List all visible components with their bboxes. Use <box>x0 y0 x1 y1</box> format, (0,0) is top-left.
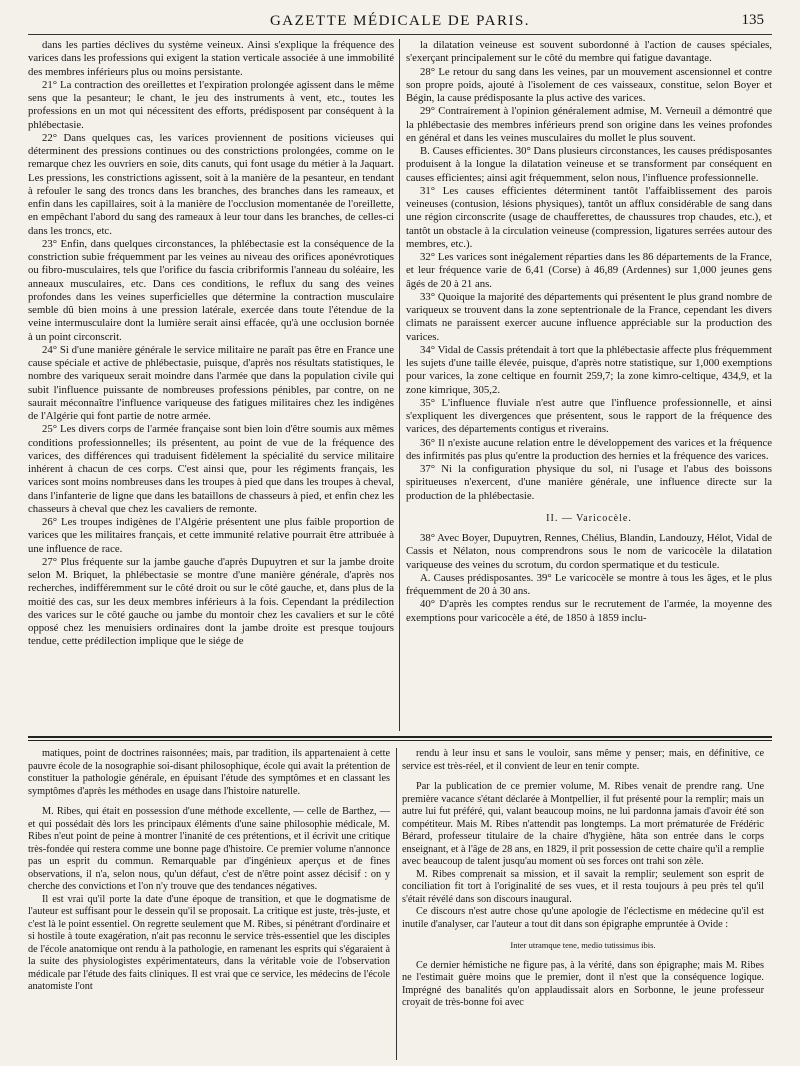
paragraph: rendu à leur insu et sans le vouloir, sans même y penser; mais, en définitive, ce service est très-réel, et il convient de leur en tenir compte. <box>402 748 764 772</box>
top-right-column <box>406 39 772 625</box>
bottom-left-column <box>28 748 390 994</box>
header-rule <box>28 34 772 35</box>
paragraph: Ce dernier hémistiche ne figure pas, à la vérité, dans son épigraphe; mais M. Ribes ne l'estimait guère moins que le premier, dont il n'est que la conséquence logique. Imprégné des banalités qu'on applaudissait alors en Sorbonne, le jeune professeur croyait de très-bonne foi avec <box>402 959 764 1008</box>
journal-title: GAZETTE MÉDICALE DE PARIS. <box>269 13 531 29</box>
paragraph: M. Ribes, qui était en possession d'une méthode excellente, — celle de Barthez, — et qui possédait dès lors les principaux éléments d'une saine philosophie médicale, M. Ribes n'eut point de peine à montrer l'inanité de ces prétentions, et il écrivit une critique très-fondée qui restera comme une bonne page d'histoire. Ce premier volume n'annonce pas un esprit du commun. Remarquable par d'ingénieux aperçus et de fines observations, il n'a, selon nous, qu'un défaut, c'est de n'être point assez décisif : on y cherche des convictions et l'on n'y trouve que des tendances négatives. <box>28 806 390 892</box>
top-left-column <box>28 39 394 649</box>
paragraph: 27° Plus fréquente sur la jambe gauche d'après Dupuytren et sur la jambe droite selon M. Briquet, la phlébectasie se montre d'une manière générale, d'après nos recherches, indifféremment sur le côté droit ou sur le côté gauche, et, dans plus de la moitié des cas, sur les deux membres inférieurs à la fois. Cependant la prédilection des varices sur le côté gauche ou jambe du montoir chez les cavaliers et sur le côté opposé chez les menuisiers ordinaires dont la jambe droite est presque toujours tendue, cette prédilection implique que le siége de <box>28 555 394 648</box>
paragraph: 36° Il n'existe aucune relation entre le développement des varices et la fréquence des infirmités pas plus qu'entre la production des hernies et la fréquence des varices. <box>406 436 772 462</box>
paragraph: Ce discours n'est autre chose qu'une apologie de l'éclectisme en médecine qu'il est inutile d'analyser, car l'auteur a tout dit dans son épigraphe empruntée à Ovide : <box>402 906 764 930</box>
paragraph: matiques, point de doctrines raisonnées; mais, par tradition, ils appartenaient à cette pauvre école de la nosographie soi-disant philosophique, école qui avait la prétention de constituer la pathologie générale, en épuisant l'étude des symptômes et en classant les symptômes d'après les méthodes en usage dans l'histoire naturelle. <box>28 748 390 797</box>
paragraph: 40° D'après les comptes rendus sur le recrutement de l'armée, la moyenne des exemptions pour varicocèle a été, de 1850 à 1859 inclu- <box>406 598 772 624</box>
epigraph: Inter utramque tene, medio tutissimus ibis. <box>510 940 656 950</box>
section-title: II. — Varicocèle. <box>546 512 632 524</box>
paragraph: la dilatation veineuse est souvent subordonné à l'action de causes spéciales, s'exerçant principalement sur le côté du membre qui fatigue davantage. <box>406 39 772 65</box>
paragraph: 32° Les varices sont inégalement réparties dans les 86 départements de la France, et leur fréquence varie de 6,41 (Corse) à 46,89 (Ardennes) sur 1,000 jeunes gens âgés de 20 à 21 ans. <box>406 251 772 290</box>
feuilleton <box>28 748 772 1060</box>
paragraph: 23° Enfin, dans quelques circonstances, la phlébectasie est la conséquence de la constriction subie fréquemment par les veines au niveau des orifices aponévrotiques ou fibro-musculaires, tels que l'orifice du fascia cribriformis l'anneau du soléaire, les anneaux musculaires, etc. Dans ces conditions, le reflux du sang des veines profondes dans les veines superficielles que détermine la contraction musculaire semble dû bien moins à une pression latérale, exercée dans toute l'étendue de la veine intermusculaire dont la lumière serait ainsi effacée, qu'à une occlusion bornée à un point circonscrit. <box>28 237 394 343</box>
paragraph: Il est vrai qu'il porte la date d'une époque de transition, et que le dogmatisme de l'auteur est suffisant pour le dessein qu'il se proposait. La critique est juste, très-juste, et c'est là le point essentiel. On regrette seulement que M. Ribes, si pénétrant d'ordinaire et si hostile à toute exagération, n'ait pas reconnu le service très-essentiel que les disciples de l'école anatomique ont rendu à la pathologie, en ramenant les esprits qui s'égaraient à la suite des physiologistes expérimentateurs, dans la véritable voie de l'observation médicale par l'étude des faits cliniques. Il est vrai que ce service, les médecins de l'école anatomiste l'ont <box>28 893 390 992</box>
page-header <box>28 10 772 34</box>
paragraph: 33° Quoique la majorité des départements qui présentent le plus grand nombre de variqueux se trouvent dans la zone septentrionale de la France, cependant les divers climats ne paraissent exercer aucune influence appréciable sur la production des varices. <box>406 290 772 343</box>
paragraph: 35° L'influence fluviale n'est autre que l'influence professionnelle, et ainsi s'expliquent les divergences que présentent, sous le rapport de la fréquence des varices, des départements contigus et riverains. <box>406 396 772 436</box>
paragraph: 21° La contraction des oreillettes et l'expiration prolongée agissent dans le même sens que la pesanteur; le chant, le jeu des instruments à vent, etc., toutes les professions en un mot qui nécessitent des efforts, prédisposent par conséquent à la phlébectasie. <box>28 78 394 131</box>
paragraph: 31° Les causes efficientes déterminent tantôt l'affaiblissement des parois veineuses (contusion, lésions physiques), tantôt un afflux considérable de sang dans une région circonscrite (usage de chaufferettes, de chaussures trop chaudes, etc.), et tantôt un obstacle à la circulation veineuse (compression, ligatures serrées autour des membres, etc.). <box>406 184 772 250</box>
top-article <box>28 39 772 731</box>
bottom-right-column <box>402 748 764 1010</box>
paragraph: B. Causes efficientes. 30° Dans plusieurs circonstances, les causes prédisposantes produisent à la longue la dilatation veineuse et se transforment par conséquent en causes efficientes; ainsi agit fréquemment, selon nous, l'influence professionnelle. <box>406 145 772 184</box>
column-divider <box>399 39 400 731</box>
paragraph: 29° Contrairement à l'opinion généralement admise, M. Verneuil a démontré que la phlébectasie des membres inférieurs prend son origine dans les veines profondes en général et dans les veines musculaires du mollet le plus souvent. <box>406 105 772 144</box>
paragraph: 26° Les troupes indigènes de l'Algérie présentent une plus faible proportion de varices que les militaires français, et cette immunité relative pourrait être attribuée à une influence de race. <box>28 516 394 555</box>
paragraph: 25° Les divers corps de l'armée française sont bien loin d'être soumis aux mêmes conditions professionnelles; ils présentent, au point de vue de la fréquence des varices, des différences qui traduisent fidèlement la spécialité du service militaire inhérent à chacun de ces corps. C'est ainsi que, pour les régiments français, les varices sont moins nombreuses dans les troupes à pied que dans les troupes à cheval, dans l'infanterie de ligne que dans les bataillons de chasseurs à pied, et enfin chez les chasseurs à cheval que chez les cavaliers de remonte. <box>28 423 394 515</box>
paragraph: 37° Ni la configuration physique du sol, ni l'usage et l'abus des boissons spiritueuses n'exercent, d'une manière générale, une influence directe sur la production de la phlébectasie. <box>406 463 772 502</box>
section-divider-thin <box>28 740 772 741</box>
paragraph: M. Ribes comprenait sa mission, et il savait la remplir; seulement son esprit de conciliation fit tort à l'originalité de ses vues, et il resta toujours à peu près tel qu'il s'était révélé dans son discours inaugural. <box>402 868 764 905</box>
paragraph: 22° Dans quelques cas, les varices proviennent de positions vicieuses qui déterminent des pressions continues ou des constrictions prolongées, comme on le remarque chez les ouvriers en soie, dits canuts, qui font usage du métier à la Jaquart. Les pressions, les constrictions agissent, soit à la manière de la pesanteur, en tendant à refouler le sang des troncs dans les branches, des branches dans les rameaux, et enfin dans les capillaires, soit à la manière de l'occlusion momentanée de l'oreillette, en empêchant l'abord du sang des rameaux à leur tour dans les branches, de celles-ci dans les troncs, etc. <box>28 131 394 237</box>
paragraph: 34° Vidal de Cassis prétendait à tort que la phlébectasie affecte plus fréquemment les sujets d'une taille élevée, puisque, d'après notre statistique, sur 1,000 exemptions pour varices, la zone celtique en fournit 259,7; la zone kimro-celtique, 434,9, et la zone kimrique, 305,2. <box>406 343 772 396</box>
paragraph: 38° Avec Boyer, Dupuytren, Rennes, Chélius, Blandin, Landouzy, Hélot, Vidal de Cassis et Nélaton, nous comprendrons sous le nom de varicocèle la dilatation variqueuse des veines du scrotum, du cordon spermatique et du testicule. <box>406 532 772 571</box>
page-number: 135 <box>741 12 764 28</box>
paragraph: A. Causes prédisposantes. 39° Le varicocèle se montre à tous les âges, et le plus fréquemment de 20 à 30 ans. <box>406 571 772 597</box>
paragraph: 24° Si d'une manière générale le service militaire ne paraît pas être en France une cause spéciale et active de phlébectasie, puisque, d'après nos résultats statistiques, le nombre des variqueux serait moindre dans l'armée que dans la population civile qui subit l'influence puissante de nombreuses professions pénibles, par contre, on ne saurait méconnaître l'influence variqueuse des fatigues militaires chez les indigènes de l'Algérie qui font partie de notre armée. <box>28 343 394 422</box>
paragraph: 28° Le retour du sang dans les veines, par un mouvement ascensionnel et contre son propre poids, ajouté à l'isolement de ces vaisseaux, constitue, selon Boyer et Bégin, la cause prédisposante la plus active des varices. <box>406 65 772 104</box>
section-divider <box>28 736 772 738</box>
paragraph: dans les parties déclives du système veineux. Ainsi s'explique la fréquence des varices dans les professions qui exigent la station verticale associée à une immobilité des membres inférieurs plus ou moins persistante. <box>28 39 394 78</box>
column-divider <box>396 748 397 1060</box>
paragraph: Par la publication de ce premier volume, M. Ribes venait de prendre rang. Une première vacance s'étant déclarée à Montpellier, il fut présenté pour la remplir; mais un autre lui fut préféré, qui, valant beaucoup moins, ne lui pardonna jamais d'avoir été son compétiteur. Mais M. Ribes n'attendit pas longtemps. La mort prématurée de Frédéric Bérard, professeur titulaire de la chaire d'hygiène, hâta son entrée dans le corps enseignant, et à l'âge de 28 ans, en 1829, il prit possession de cette chaire qu'il a remplie avec beaucoup de talent jusqu'au moment où ses forces ont trahi son zèle. <box>402 781 764 867</box>
